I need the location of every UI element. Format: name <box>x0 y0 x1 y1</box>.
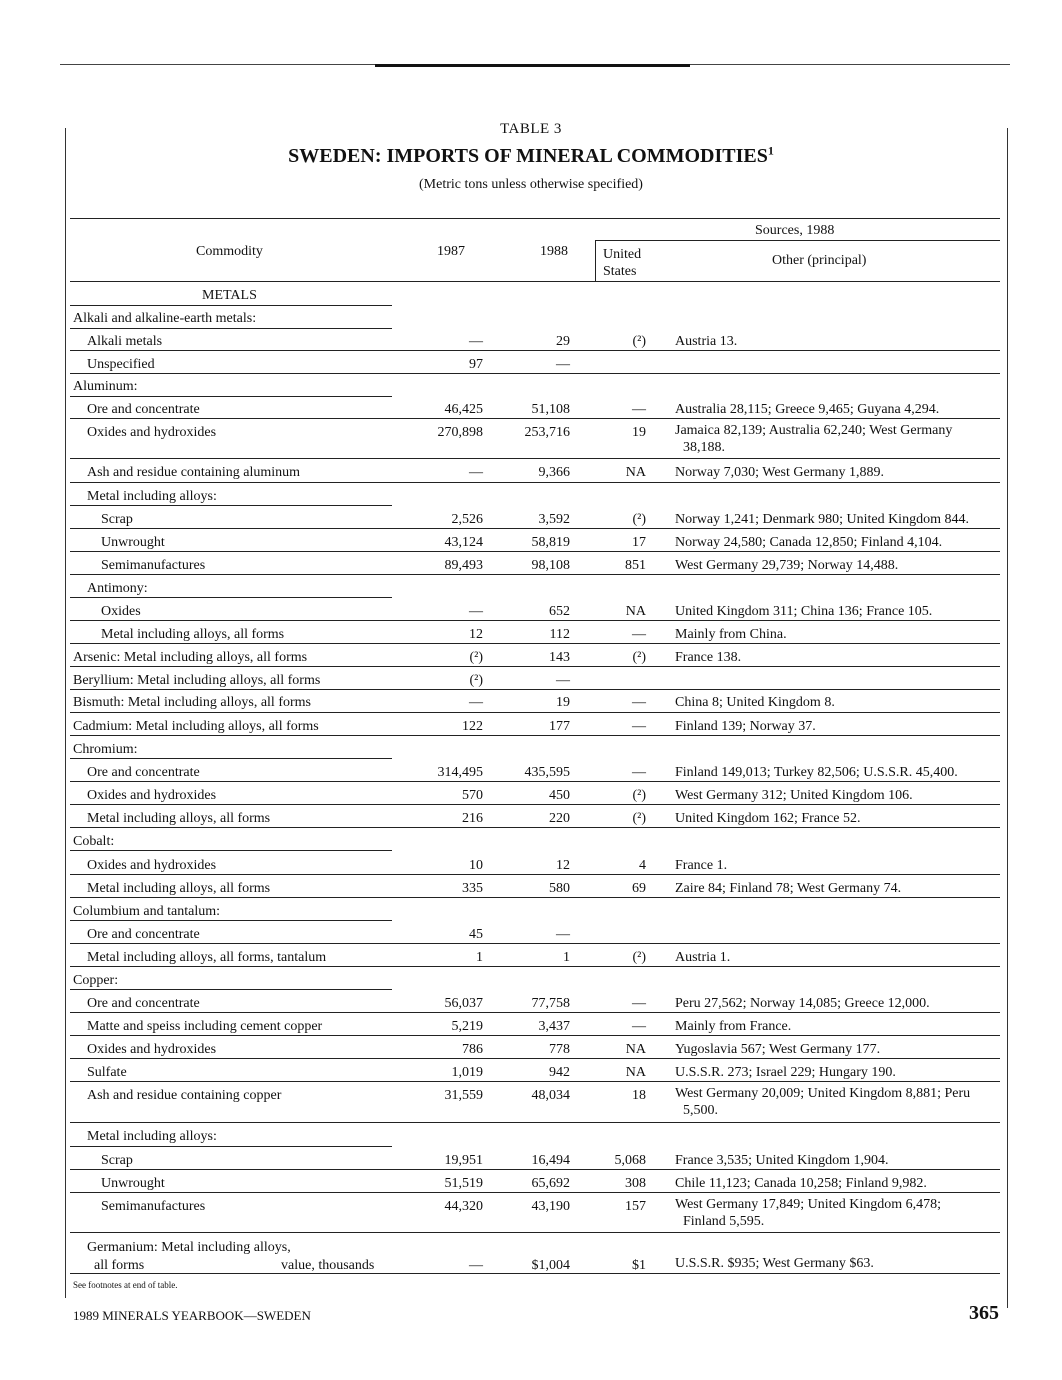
row-rule <box>70 850 392 851</box>
cell-1987: 216 <box>462 811 483 826</box>
row-label: Metal including alloys, all forms, tantalum <box>87 950 327 965</box>
row-label: Ash and residue containing copper <box>87 1088 282 1103</box>
cell-us: — <box>632 996 646 1011</box>
row-label: Alkali and alkaline-earth metals: <box>73 311 257 326</box>
cell-other-line2: 38,188. <box>683 440 725 455</box>
cell-us: NA <box>625 1042 646 1057</box>
cell-1988: 3,437 <box>538 1019 570 1034</box>
cell-us: (²) <box>632 650 646 665</box>
row-label: Metal including alloys: <box>87 1129 217 1144</box>
cell-other: Norway 24,580; Canada 12,850; Finland 4,104. <box>675 535 943 550</box>
cell-us: 69 <box>632 881 646 896</box>
row-label: Copper: <box>73 973 119 988</box>
cell-1988: $1,004 <box>531 1258 570 1273</box>
cell-us: NA <box>625 1065 646 1080</box>
cell-other: United Kingdom 311; China 136; France 105. <box>675 604 933 619</box>
row-rule <box>70 1058 1000 1059</box>
row-label: Oxides and hydroxides <box>87 1042 217 1057</box>
row-label: Alkali metals <box>87 334 163 349</box>
table-bottom-rule <box>70 1273 1000 1274</box>
cell-1988: — <box>556 673 570 688</box>
cell-1988: 48,034 <box>531 1088 570 1103</box>
cell-1988: 16,494 <box>531 1153 570 1168</box>
row-rule <box>70 804 1000 805</box>
row-rule <box>70 551 1000 552</box>
row-label: Germanium: Metal including alloys, <box>87 1240 291 1255</box>
section-rule <box>70 305 392 306</box>
row-rule <box>70 827 1000 828</box>
cell-us: — <box>632 765 646 780</box>
sources-divider <box>595 240 596 281</box>
cell-us: $1 <box>632 1258 646 1273</box>
cell-other <box>675 1196 1005 1230</box>
cell-other: Norway 1,241; Denmark 980; United Kingdom 844. <box>675 512 969 527</box>
row-rule <box>70 528 1000 529</box>
row-label: all forms <box>94 1258 145 1273</box>
row-label: Scrap <box>101 1153 133 1168</box>
left-margin-line <box>65 128 66 1298</box>
cell-other: Finland 149,013; Turkey 82,506; U.S.S.R. 45,400. <box>675 765 958 780</box>
row-label: Oxides and hydroxides <box>87 858 217 873</box>
table-title <box>0 145 1062 168</box>
row-label: Chromium: <box>73 742 138 757</box>
page-number: 365 <box>969 1302 999 1324</box>
row-rule <box>70 620 1000 621</box>
cell-other: France 1. <box>675 858 728 873</box>
cell-1987: 31,559 <box>444 1088 483 1103</box>
table-number: TABLE 3 <box>500 121 562 137</box>
row-rule <box>70 597 392 598</box>
cell-us: 5,068 <box>614 1153 646 1168</box>
top-rule-thick <box>375 64 690 67</box>
row-rule <box>70 1146 392 1147</box>
row-label: Metal including alloys, all forms <box>87 881 271 896</box>
cell-other: Austria 1. <box>675 950 731 965</box>
row-label: Scrap <box>101 512 133 527</box>
cell-other: Mainly from France. <box>675 1019 792 1034</box>
cell-1988: 1 <box>563 950 570 965</box>
cell-other: U.S.S.R. 273; Israel 229; Hungary 190. <box>675 1065 896 1080</box>
cell-other-line2: Finland 5,595. <box>683 1214 765 1229</box>
header-bottom-rule <box>70 281 1000 282</box>
header-top-rule <box>70 218 1000 219</box>
row-label: Unwrought <box>101 1176 165 1191</box>
cell-us: 18 <box>632 1088 646 1103</box>
cell-us: 4 <box>639 858 646 873</box>
cell-1987: 314,495 <box>437 765 483 780</box>
row-label: Cobalt: <box>73 834 115 849</box>
cell-1987: 89,493 <box>444 558 483 573</box>
cell-other: U.S.S.R. $935; West Germany $63. <box>675 1256 874 1271</box>
cell-other <box>675 1085 1005 1119</box>
cell-1988: 98,108 <box>531 558 570 573</box>
cell-1987: 97 <box>469 357 483 372</box>
row-rule <box>70 781 1000 782</box>
row-label: Metal including alloys, all forms <box>87 811 271 826</box>
row-label: Ore and concentrate <box>87 765 200 780</box>
header-us-line1: United <box>603 247 642 262</box>
row-label: Aluminum: <box>73 379 138 394</box>
cell-other-line2: 5,500. <box>683 1103 718 1118</box>
cell-other: Chile 11,123; Canada 10,258; Finland 9,982. <box>675 1176 927 1191</box>
cell-us: — <box>632 402 646 417</box>
cell-1987: 335 <box>462 881 483 896</box>
cell-us: (²) <box>632 788 646 803</box>
cell-1988: 77,758 <box>531 996 570 1011</box>
row-label: Unwrought <box>101 535 165 550</box>
cell-1988: 12 <box>556 858 570 873</box>
cell-1987: 43,124 <box>444 535 483 550</box>
cell-other: Yugoslavia 567; West Germany 177. <box>675 1042 881 1057</box>
cell-1987: — <box>469 334 483 349</box>
row-label: Metal including alloys, all forms <box>101 627 285 642</box>
row-unit: value, thousands <box>281 1258 375 1273</box>
cell-1987: (²) <box>469 650 483 665</box>
row-rule <box>70 758 392 759</box>
cell-1987: — <box>469 604 483 619</box>
cell-1987: — <box>469 465 483 480</box>
row-rule <box>70 458 1000 459</box>
row-label: Ash and residue containing aluminum <box>87 465 301 480</box>
cell-us: — <box>632 719 646 734</box>
row-label: Sulfate <box>87 1065 127 1080</box>
cell-1987: 1 <box>476 950 483 965</box>
row-label: Unspecified <box>87 357 155 372</box>
row-label: Bismuth: Metal including alloys, all forms <box>73 695 311 710</box>
cell-1988: 435,595 <box>524 765 570 780</box>
cell-1987: 1,019 <box>451 1065 483 1080</box>
row-label: Columbium and tantalum: <box>73 904 220 919</box>
cell-1987: 270,898 <box>437 425 483 440</box>
cell-1987: 10 <box>469 858 483 873</box>
cell-other: Norway 7,030; West Germany 1,889. <box>675 465 884 480</box>
cell-1987: 122 <box>462 719 483 734</box>
row-label: Semimanufactures <box>101 558 206 573</box>
row-rule <box>70 643 1000 644</box>
row-label: Oxides <box>101 604 141 619</box>
cell-1987: 44,320 <box>444 1199 483 1214</box>
row-rule <box>70 574 1000 575</box>
see-footnotes: See footnotes at end of table. <box>73 1280 178 1290</box>
header-us-line2: States <box>603 264 637 279</box>
cell-1987: 51,519 <box>444 1176 483 1191</box>
row-label: Metal including alloys: <box>87 489 217 504</box>
cell-1987: 5,219 <box>451 1019 483 1034</box>
row-rule <box>70 666 1000 667</box>
row-label: Cadmium: Metal including alloys, all forms <box>73 719 319 734</box>
row-rule <box>70 1012 1000 1013</box>
cell-other-line1: West Germany 20,009; United Kingdom 8,881; Peru <box>675 1086 971 1101</box>
row-rule <box>70 1035 1000 1036</box>
cell-other: Zaire 84; Finland 78; West Germany 74. <box>675 881 902 896</box>
header-commodity: Commodity <box>196 244 263 259</box>
cell-us: NA <box>625 465 646 480</box>
cell-1988: 580 <box>549 881 570 896</box>
cell-1988: 143 <box>549 650 570 665</box>
header-sources: Sources, 1988 <box>755 223 835 238</box>
cell-1988: 112 <box>549 627 570 642</box>
cell-1988: 9,366 <box>538 465 570 480</box>
cell-1988: 29 <box>556 334 570 349</box>
row-rule <box>70 920 392 921</box>
row-label: Ore and concentrate <box>87 927 200 942</box>
row-label: Ore and concentrate <box>87 402 200 417</box>
row-rule <box>70 350 1000 351</box>
row-rule <box>70 373 1000 374</box>
cell-1988: 778 <box>549 1042 570 1057</box>
row-rule <box>70 396 392 397</box>
cell-1987: (²) <box>469 673 483 688</box>
row-rule <box>70 897 1000 898</box>
cell-1988: 51,108 <box>531 402 570 417</box>
cell-1987: 46,425 <box>444 402 483 417</box>
cell-other: China 8; United Kingdom 8. <box>675 695 835 710</box>
cell-us: (²) <box>632 512 646 527</box>
row-rule <box>70 328 392 329</box>
cell-us: — <box>632 1019 646 1034</box>
cell-other: Australia 28,115; Greece 9,465; Guyana 4,294. <box>675 402 940 417</box>
cell-other: West Germany 29,739; Norway 14,488. <box>675 558 899 573</box>
cell-1988: 3,592 <box>538 512 570 527</box>
section-metals: METALS <box>202 288 257 303</box>
cell-other: Mainly from China. <box>675 627 787 642</box>
row-rule <box>70 943 1000 944</box>
cell-1988: 652 <box>549 604 570 619</box>
cell-other: United Kingdom 162; France 52. <box>675 811 861 826</box>
row-rule <box>70 1192 1000 1193</box>
row-label: Beryllium: Metal including alloys, all forms <box>73 673 321 688</box>
row-rule <box>70 418 1000 419</box>
cell-1987: 56,037 <box>444 996 483 1011</box>
cell-1988: 942 <box>549 1065 570 1080</box>
cell-1988: 177 <box>549 719 570 734</box>
cell-1988: 65,692 <box>531 1176 570 1191</box>
row-label: Antimony: <box>87 581 148 596</box>
row-rule <box>70 874 1000 875</box>
footer-publication: 1989 MINERALS YEARBOOK—SWEDEN <box>73 1308 311 1323</box>
title-footnote: 1 <box>767 143 774 158</box>
row-rule <box>70 989 392 990</box>
cell-other: West Germany 312; United Kingdom 106. <box>675 788 913 803</box>
cell-other-line1: Jamaica 82,139; Australia 62,240; West Germany <box>675 423 953 438</box>
cell-1988: 19 <box>556 695 570 710</box>
cell-1988: 450 <box>549 788 570 803</box>
row-rule <box>70 689 1000 690</box>
row-label: Ore and concentrate <box>87 996 200 1011</box>
sources-rule <box>595 240 1000 241</box>
cell-other: Austria 13. <box>675 334 738 349</box>
cell-1988: 253,716 <box>524 425 570 440</box>
cell-us: 19 <box>632 425 646 440</box>
cell-us: (²) <box>632 334 646 349</box>
right-margin-line <box>1007 128 1008 1308</box>
row-label: Semimanufactures <box>101 1199 206 1214</box>
cell-1988: — <box>556 357 570 372</box>
row-rule <box>70 1232 1000 1233</box>
cell-1987: 12 <box>469 627 483 642</box>
row-rule <box>70 966 1000 967</box>
cell-other <box>675 422 1005 456</box>
cell-1988: 58,819 <box>531 535 570 550</box>
cell-us: 308 <box>625 1176 646 1191</box>
row-rule <box>70 712 1000 713</box>
header-1987: 1987 <box>437 244 465 259</box>
cell-1988: 220 <box>549 811 570 826</box>
cell-1988: 43,190 <box>531 1199 570 1214</box>
cell-us: 157 <box>625 1199 646 1214</box>
row-label: Arsenic: Metal including alloys, all forms <box>73 650 308 665</box>
cell-1987: — <box>469 695 483 710</box>
row-rule <box>70 1169 1000 1170</box>
row-rule <box>70 482 1000 483</box>
row-label: Matte and speiss including cement copper <box>87 1019 323 1034</box>
cell-1987: — <box>469 1258 483 1273</box>
header-other: Other (principal) <box>772 253 867 268</box>
table-subtitle: (Metric tons unless otherwise specified) <box>419 177 643 192</box>
cell-us: (²) <box>632 811 646 826</box>
cell-us: 17 <box>632 535 646 550</box>
cell-us: — <box>632 627 646 642</box>
row-label: Oxides and hydroxides <box>87 788 217 803</box>
cell-us: — <box>632 695 646 710</box>
row-rule <box>70 1122 1000 1123</box>
cell-other-line1: West Germany 17,849; United Kingdom 6,478; <box>675 1197 942 1212</box>
row-rule <box>70 505 392 506</box>
row-label: Oxides and hydroxides <box>87 425 217 440</box>
row-rule <box>70 1081 1000 1082</box>
cell-us: 851 <box>625 558 646 573</box>
cell-1988: — <box>556 927 570 942</box>
cell-1987: 19,951 <box>444 1153 483 1168</box>
row-rule <box>70 735 1000 736</box>
table-title-text: SWEDEN: IMPORTS OF MINERAL COMMODITIES <box>288 145 768 167</box>
cell-1987: 786 <box>462 1042 483 1057</box>
cell-other: Peru 27,562; Norway 14,085; Greece 12,000. <box>675 996 930 1011</box>
cell-1987: 570 <box>462 788 483 803</box>
cell-us: (²) <box>632 950 646 965</box>
cell-1987: 45 <box>469 927 483 942</box>
cell-1987: 2,526 <box>451 512 483 527</box>
cell-other: France 138. <box>675 650 742 665</box>
cell-other: France 3,535; United Kingdom 1,904. <box>675 1153 889 1168</box>
cell-other: Finland 139; Norway 37. <box>675 719 816 734</box>
cell-us: NA <box>625 604 646 619</box>
header-1988: 1988 <box>540 244 568 259</box>
